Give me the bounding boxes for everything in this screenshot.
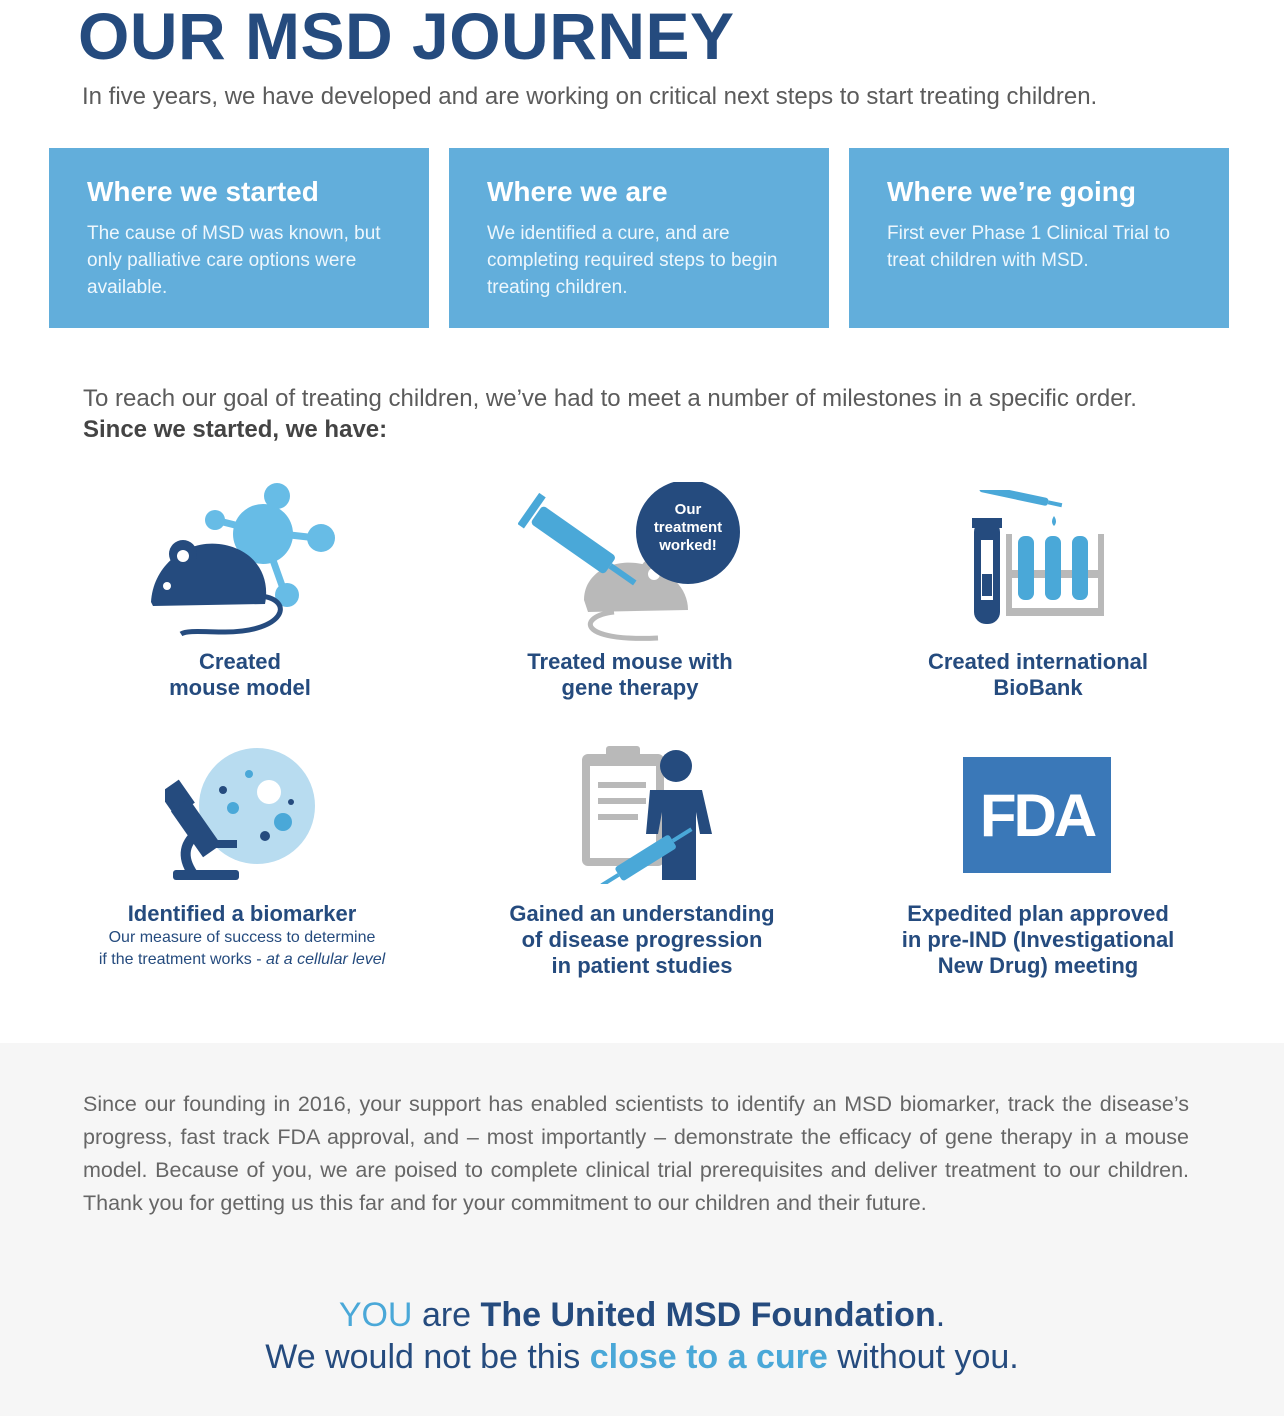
box-text: The cause of MSD was known, but only palliative care options were available.	[87, 223, 381, 298]
mouse-molecule-icon	[145, 482, 340, 640]
box-text: First ever Phase 1 Clinical Trial to treat children with MSD.	[887, 223, 1170, 271]
footer-paragraph: Since our founding in 2016, your support has enabled scientists to identify an MSD biomarker, track the disease’s progress, fast track FDA approval, and – most importantly – demonstrate the efficacy of gene therapy in a mouse model. Because of you, we are poised to complete clinical trial prerequisites and deliver treatment to our children. Thank you for getting us this far and for your commitment to our children and their future.	[83, 1092, 1189, 1215]
box-where-we-started	[49, 148, 429, 328]
biomarker-note-2: if the treatment works - at a cellular level	[98, 951, 386, 968]
milestone-caption-fda: Expedited plan approved in pre-IND (Investigational New Drug) meeting	[901, 901, 1175, 978]
fda-logo-text: FDA	[979, 781, 1095, 849]
biomarker-note-1: Our measure of success to determine	[108, 929, 376, 946]
intro-paragraph	[83, 383, 1193, 445]
syringe-mouse-icon	[518, 482, 746, 644]
closing-line-2: We would not be this close to a cure without you.	[265, 1338, 1019, 1376]
milestone-caption-biobank: Created international BioBank	[927, 649, 1149, 700]
fda-logo-icon	[963, 757, 1111, 873]
test-tubes-icon	[968, 490, 1108, 632]
milestone-caption-gene-therapy: Treated mouse with gene therapy	[527, 649, 733, 700]
milestone-caption-mouse-model: Created mouse model	[169, 649, 311, 700]
bubble-line: worked!	[659, 537, 717, 554]
box-heading: Where we’re going	[887, 176, 1136, 207]
closing-line-1: YOU are The United MSD Foundation.	[338, 1296, 946, 1334]
microscope-icon	[165, 744, 317, 884]
bubble-line: treatment	[653, 519, 723, 536]
box-heading: Where we started	[87, 176, 319, 207]
milestone-caption-biomarker: Identified a biomarker Our measure of success to determine if the treatment works - at a cellular level	[60, 901, 424, 971]
box-where-were-going	[849, 148, 1229, 328]
box-text: We identified a cure, and are completing required steps to begin treating children.	[487, 223, 778, 298]
clipboard-patient-icon	[578, 744, 718, 884]
box-where-we-are	[449, 148, 829, 328]
bubble-line: Our	[674, 501, 702, 518]
page-title: OUR MSD JOURNEY	[78, 0, 735, 73]
intro-text: To reach our goal of treating children, we’ve had to meet a number of milestones in a specific order.	[83, 385, 1137, 412]
intro-bold: Since we started, we have:	[83, 416, 388, 443]
milestone-caption-patient-studies: Gained an understanding of disease progression in patient studies	[509, 901, 775, 978]
box-heading: Where we are	[487, 176, 668, 207]
page-subtitle: In five years, we have developed and are working on critical next steps to start treating children.	[82, 83, 1098, 110]
